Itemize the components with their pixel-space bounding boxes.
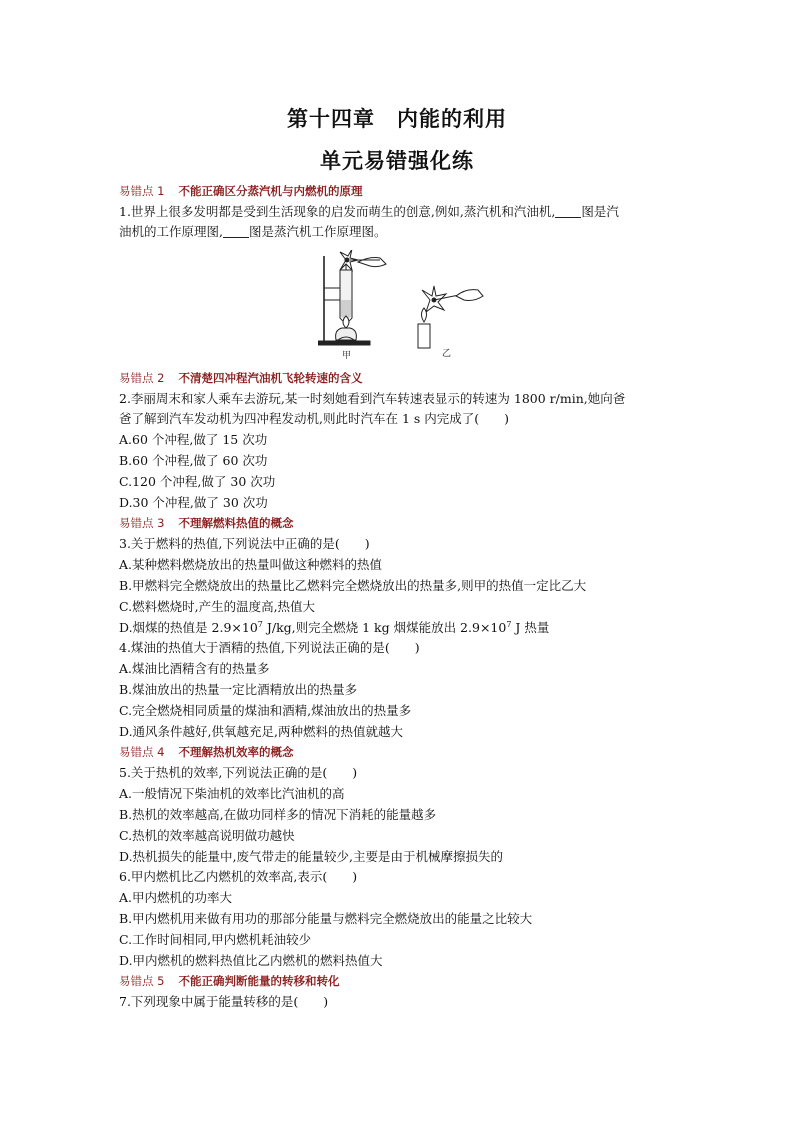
error-point-title: 不清楚四冲程汽油机飞轮转速的含义 <box>178 371 363 385</box>
error-point-heading-3 <box>119 514 293 532</box>
option-a[interactable]: A.甲内燃机的功率大 <box>119 890 233 905</box>
option-c[interactable]: C.燃料燃烧时,产生的温度高,热值大 <box>119 599 316 614</box>
error-point-tag: 易错点 3 <box>119 516 165 530</box>
chapter-title: 第十四章 内能的利用 <box>287 107 507 131</box>
error-point-tag: 易错点 1 <box>119 184 165 198</box>
option-d[interactable]: D.烟煤的热值是 $2.9\times 10^7$ J/kg,则完全燃烧 1 kg 烟煤能放出 $2.9\times 10^7$ J 热量 <box>119 620 550 635</box>
error-point-title: 不能正确判断能量的转移和转化 <box>178 974 340 988</box>
option-d[interactable]: D.热机损失的能量中,废气带走的能量较少,主要是由于机械摩擦损失的 <box>119 849 503 864</box>
question-4-stem: 4.煤油的热值大于酒精的热值,下列说法正确的是( ) <box>119 640 420 655</box>
error-point-title: 不理解燃料热值的概念 <box>178 516 294 530</box>
option-d[interactable]: D.通风条件越好,供氧越充足,两种燃料的热值就越大 <box>119 724 403 739</box>
option-b[interactable]: B.60 个冲程,做了 60 次功 <box>119 453 268 468</box>
option-b[interactable]: B.煤油放出的热量一定比酒精放出的热量多 <box>119 682 358 697</box>
option-a[interactable]: A.某种燃料燃烧放出的热量叫做这种燃料的热值 <box>119 557 383 572</box>
option-c[interactable]: C.热机的效率越高说明做功越快 <box>119 828 295 843</box>
option-c[interactable]: C.完全燃烧相同质量的煤油和酒精,煤油放出的热量多 <box>119 703 412 718</box>
option-a[interactable]: A.60 个冲程,做了 15 次功 <box>119 432 268 447</box>
question-3-stem: 3.关于燃料的热值,下列说法中正确的是( ) <box>119 536 370 551</box>
error-point-heading-1 <box>119 182 362 200</box>
option-d[interactable]: D.30 个冲程,做了 30 次功 <box>119 495 268 510</box>
question-2-line-1: 2.李丽周末和家人乘车去游玩,某一时刻她看到汽车转速表显示的转速为 1800 r/min,她向爸 <box>119 391 626 406</box>
question-2-line-2: 爸了解到汽车发动机为四冲程发动机,则此时汽车在 1 s 内完成了( ) <box>119 411 510 426</box>
option-b[interactable]: B.甲燃料完全燃烧放出的热量比乙燃料完全燃烧放出的热量多,则甲的热值一定比乙大 <box>119 578 587 593</box>
error-point-tag: 易错点 2 <box>119 371 165 385</box>
error-point-heading-2 <box>119 369 362 387</box>
question-1-line-1: 1.世界上很多发明都是受到生活现象的启发而萌生的创意,例如,蒸汽机和汽油机, 图是汽 <box>119 204 619 219</box>
engine-principle-figure <box>318 250 493 360</box>
error-point-tag: 易错点 5 <box>119 974 165 988</box>
answer-blank-1[interactable] <box>555 205 581 218</box>
question-5-stem: 5.关于热机的效率,下列说法正确的是( ) <box>119 765 358 780</box>
figure-jia-steam-apparatus <box>318 250 386 345</box>
option-c[interactable]: C.120 个冲程,做了 30 次功 <box>119 474 276 489</box>
option-b[interactable]: B.甲内燃机用来做有用功的那部分能量与燃料完全燃烧放出的能量之比较大 <box>119 911 533 926</box>
unit-subtitle: 单元易错强化练 <box>320 149 474 173</box>
error-point-title: 不能正确区分蒸汽机与内燃机的原理 <box>178 184 363 198</box>
question-1-line-2: 油机的工作原理图, 图是蒸汽机工作原理图。 <box>119 224 387 239</box>
question-6-stem: 6.甲内燃机比乙内燃机的效率高,表示( ) <box>119 869 358 884</box>
option-b[interactable]: B.热机的效率越高,在做功同样多的情况下消耗的能量越多 <box>119 807 437 822</box>
error-point-heading-4 <box>119 743 293 761</box>
figure-label-jia: 甲 <box>342 351 352 360</box>
figure-label-yi: 乙 <box>442 349 452 359</box>
option-a[interactable]: A.一般情况下柴油机的效率比汽油机的高 <box>119 786 345 801</box>
error-point-tag: 易错点 4 <box>119 745 165 759</box>
option-a[interactable]: A.煤油比酒精含有的热量多 <box>119 661 270 676</box>
error-point-title: 不理解热机效率的概念 <box>178 745 294 759</box>
question-7-stem: 7.下列现象中属于能量转移的是( ) <box>119 994 329 1009</box>
option-c[interactable]: C.工作时间相同,甲内燃机耗油较少 <box>119 932 312 947</box>
error-point-heading-5 <box>119 972 339 990</box>
option-d[interactable]: D.甲内燃机的燃料热值比乙内燃机的燃料热值大 <box>119 953 383 968</box>
figure-yi-candle-pinwheel <box>418 286 483 348</box>
answer-blank-2[interactable] <box>223 225 249 238</box>
